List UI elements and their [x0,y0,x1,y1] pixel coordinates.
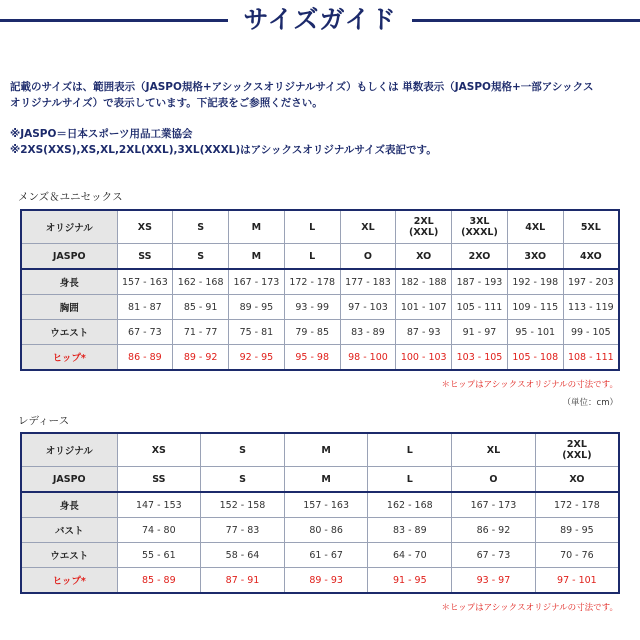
row-label: ヒップ* [21,345,117,371]
table-cell: 162 - 168 [368,492,452,518]
table-cell: XO [396,244,452,270]
header-rule-left [0,19,228,22]
table-cell: XO [535,467,619,493]
table-cell: 93 - 99 [284,295,340,320]
table-cell: 86 - 92 [452,518,536,543]
womens-section-title: レディース [18,415,70,427]
row-label: ウエスト [21,320,117,345]
table-cell: 79 - 85 [284,320,340,345]
table-cell: 100 - 103 [396,345,452,371]
table-cell: 71 - 77 [173,320,229,345]
table-cell: 113 - 119 [563,295,619,320]
table-cell: 95 - 101 [507,320,563,345]
table-cell: 172 - 178 [535,492,619,518]
table-cell: 61 - 67 [284,543,368,568]
table-cell: 74 - 80 [117,518,201,543]
table-cell: M [284,433,368,467]
table-cell: S [201,433,285,467]
table-cell: 77 - 83 [201,518,285,543]
row-hip [21,345,619,371]
table-cell: 108 - 111 [563,345,619,371]
table-cell: 64 - 70 [368,543,452,568]
table-cell: 85 - 89 [117,568,201,594]
table-cell: S [173,244,229,270]
table-cell: L [368,433,452,467]
row-waist [21,543,619,568]
table-cell: 192 - 198 [507,269,563,295]
table-cell: 4XO [563,244,619,270]
table-cell: 5XL [563,210,619,244]
table-cell: 80 - 86 [284,518,368,543]
table-cell: 92 - 95 [229,345,285,371]
table-cell: L [284,244,340,270]
table-cell: 4XL [507,210,563,244]
table-cell: 91 - 97 [452,320,508,345]
table-cell: 187 - 193 [452,269,508,295]
row-original [21,210,619,244]
table-cell: 157 - 163 [284,492,368,518]
table-cell: O [452,467,536,493]
row-waist [21,320,619,345]
table-cell: 95 - 98 [284,345,340,371]
row-original [21,433,619,467]
row-height [21,269,619,295]
table-cell: 2XL (XXL) [535,433,619,467]
table-cell: 105 - 111 [452,295,508,320]
table-cell: 109 - 115 [507,295,563,320]
row-hip [21,568,619,594]
womens-size-table [20,432,620,594]
table-cell: 182 - 188 [396,269,452,295]
row-label: 胸囲 [21,295,117,320]
row-label: オリジナル [21,210,117,244]
table-cell: M [229,244,285,270]
row-height [21,492,619,518]
row-label: 身長 [21,269,117,295]
row-label: オリジナル [21,433,117,467]
intro-text [10,79,636,111]
table-cell: 86 - 89 [117,345,173,371]
womens-hip-footnote: ＊ヒップはアシックスオリジナルの寸法です。 [441,603,618,613]
header-rule-right [412,19,640,22]
intro-line-2: オリジナルサイズ）で表示しています。下記表をご参照ください。 [10,97,323,109]
table-cell: SS [117,467,201,493]
row-label: バスト [21,518,117,543]
table-cell: S [201,467,285,493]
table-cell: M [229,210,285,244]
note-asics-sizes: ※2XS(XXS),XS,XL,2XL(XXL),3XL(XXXL)はアシックスオリジナルサイズ表記です。 [10,144,437,156]
row-jaspo [21,244,619,270]
table-cell: 197 - 203 [563,269,619,295]
table-cell: 3XO [507,244,563,270]
table-cell: 83 - 89 [368,518,452,543]
table-cell: 89 - 95 [535,518,619,543]
table-cell: 67 - 73 [452,543,536,568]
table-cell: 2XO [452,244,508,270]
table-cell: 70 - 76 [535,543,619,568]
table-cell: XL [452,433,536,467]
table-cell: 167 - 173 [229,269,285,295]
table-cell: 3XL (XXXL) [452,210,508,244]
mens-size-table [20,209,620,371]
table-cell: SS [117,244,173,270]
table-cell: 89 - 95 [229,295,285,320]
row-label: ヒップ* [21,568,117,594]
mens-hip-footnote: ＊ヒップはアシックスオリジナルの寸法です。 [441,380,618,390]
row-label: JASPO [21,244,117,270]
table-cell: O [340,244,396,270]
page-title: サイズガイド [243,5,397,34]
table-cell: 97 - 103 [340,295,396,320]
page-header [0,0,640,40]
table-cell: XS [117,433,201,467]
table-cell: XS [117,210,173,244]
table-cell: 89 - 93 [284,568,368,594]
row-chest [21,518,619,543]
table-cell: 152 - 158 [201,492,285,518]
row-label: JASPO [21,467,117,493]
table-cell: 58 - 64 [201,543,285,568]
table-cell: 89 - 92 [173,345,229,371]
table-cell: 81 - 87 [117,295,173,320]
notes [10,126,636,158]
table-cell: 105 - 108 [507,345,563,371]
table-cell: 85 - 91 [173,295,229,320]
table-cell: 87 - 91 [201,568,285,594]
table-cell: 99 - 105 [563,320,619,345]
table-cell: 75 - 81 [229,320,285,345]
intro-line-1: 記載のサイズは、範囲表示（JASPO規格+アシックスオリジナルサイズ）もしくは 単数表示（JASPO規格+一部アシックス [10,81,594,93]
table-cell: 67 - 73 [117,320,173,345]
table-cell: 147 - 153 [117,492,201,518]
row-label: 身長 [21,492,117,518]
unit-note: （単位：cm） [562,398,618,408]
table-cell: 172 - 178 [284,269,340,295]
table-cell: 83 - 89 [340,320,396,345]
table-cell: 93 - 97 [452,568,536,594]
table-cell: 162 - 168 [173,269,229,295]
table-cell: 98 - 100 [340,345,396,371]
table-cell: 2XL (XXL) [396,210,452,244]
table-cell: 177 - 183 [340,269,396,295]
note-jaspo: ※JASPO＝日本スポーツ用品工業協会 [10,128,193,140]
table-cell: 55 - 61 [117,543,201,568]
row-label: ウエスト [21,543,117,568]
table-cell: 91 - 95 [368,568,452,594]
table-cell: 167 - 173 [452,492,536,518]
table-cell: 101 - 107 [396,295,452,320]
row-chest [21,295,619,320]
table-cell: 87 - 93 [396,320,452,345]
table-cell: XL [340,210,396,244]
table-cell: M [284,467,368,493]
mens-section-title: メンズ＆ユニセックス [18,191,123,203]
table-cell: 103 - 105 [452,345,508,371]
table-cell: L [284,210,340,244]
table-cell: 97 - 101 [535,568,619,594]
table-cell: L [368,467,452,493]
row-jaspo [21,467,619,493]
table-cell: 157 - 163 [117,269,173,295]
table-cell: S [173,210,229,244]
